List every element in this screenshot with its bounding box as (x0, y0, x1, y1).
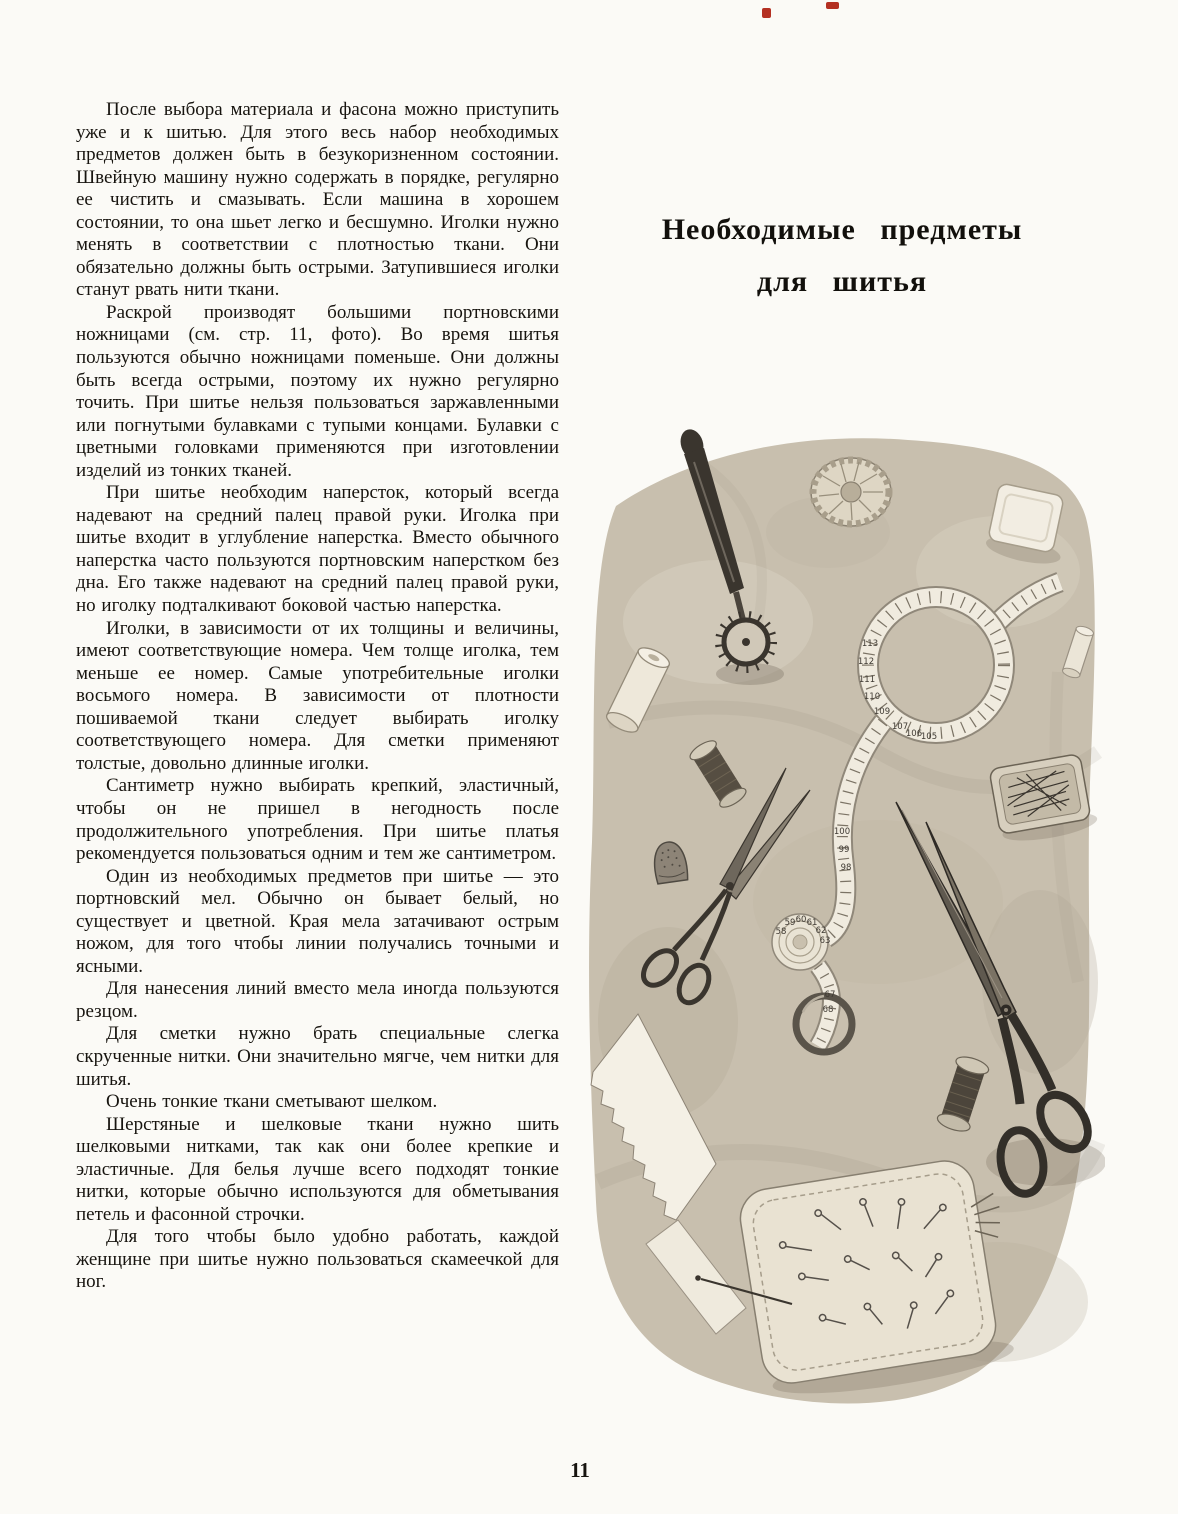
tape-number: 111 (858, 675, 876, 685)
crimped-disc-icon (811, 458, 891, 526)
tape-number: 98 (840, 863, 852, 873)
sewing-tools-photo (578, 422, 1105, 1407)
tape-number: 110 (863, 692, 881, 702)
paragraph: Очень тонкие ткани сметывают шелком. (106, 1091, 438, 1113)
paragraph: Раскрой производят большими портновскими ножницами (см. стр. 11, фото). Во время шитья пользуются обычно ножницами поменьше. Они должны быть всегда острыми, поэтому их нужно регулярно точить. При шитье нельзя пользоваться заржавленными или погнутыми булавками с тупыми концами. Булавки с цветными головками применяются при изготовлении изделий из тонких тканей. (76, 301, 559, 481)
tape-number: 61 (806, 918, 818, 928)
heading-line-1: Необходимые предметы (661, 213, 1023, 246)
scan-artifact (762, 8, 771, 18)
paragraph: Для сметки нужно брать специальные слегка скрученные нитки. Они значительно мягче, чем нитки для шитья. (76, 1023, 559, 1090)
tape-number: 100 (833, 827, 851, 837)
paragraph: Для того чтобы было удобно работать, каждой женщине при шитье нужно пользоваться скамеечкой для ног. (76, 1226, 559, 1293)
tape-number: 106 (905, 729, 923, 739)
section-heading (582, 204, 1102, 308)
paragraph: При шитье необходим наперсток, который всегда надевают на средний палец правой руки. Иголка при шитье входит в углубление наперстка. Вместо обычного наперстка часто пользуются портновским наперстком без дна. Его также надевают на средний палец правой руки, но иголку подталкивают боковой частью наперстка. (76, 482, 559, 617)
tape-number: 112 (857, 657, 875, 667)
paragraph: Сантиметр нужно выбирать крепкий, эластичный, чтобы он не пришел в негодность после продолжительного употребления. При шитье платья рекомендуется пользоваться одним и тем же сантиметром. (76, 775, 559, 865)
tape-number: 105 (920, 732, 938, 742)
tape-number: 67 (824, 990, 836, 1000)
paragraph: После выбора материала и фасона можно приступить уже и к шитью. Для этого весь набор необходимых предметов должен быть в безукоризненном состоянии. Швейную машину нужно содержать в порядке, регулярно ее чистить и смазывать. Если машина в хорошем состоянии, то она шьет легко и бесшумно. Иголки нужно менять в соответствии с плотностью ткани. Они обязательно должны быть острыми. Затупившиеся иголки станут рвать нити ткани. (76, 99, 559, 301)
paragraph: Для нанесения линий вместо мела иногда пользуются резцом. (76, 978, 559, 1022)
page-number: 11 (570, 1458, 590, 1482)
paragraph: Один из необходимых предметов при шитье — это портновский мел. Обычно он бывает белый, но существует и цветной. Края мела затачивают острым ножом, для того чтобы линии получались точными и ясными. (76, 865, 559, 977)
article (76, 99, 559, 1294)
tape-number: 63 (819, 936, 831, 946)
tape-number: 59 (784, 918, 796, 928)
tape-number: 99 (838, 845, 850, 855)
tape-number: 109 (873, 707, 891, 717)
tape-number: 113 (861, 639, 879, 649)
tape-number: 107 (891, 722, 909, 732)
paragraph: Иголки, в зависимости от их толщины и величины, имеют соответствующие номера. Чем толще иголка, тем меньше ее номер. Самые употребительные иголки восьмого номера. В зависимости от плотности пошиваемой ткани следует выбирать иголку соответствующего номера. Для сметки применяют толстые, довольно длинные иголки. (76, 617, 559, 774)
tape-number: 62 (815, 926, 827, 936)
tape-number: 68 (822, 1005, 834, 1015)
paragraph: Шерстяные и шелковые ткани нужно шить шелковыми нитками, так как они более крепкие и эластичные. Для белья лучше всего подходят тонкие нитки, которые обычно используются для обметывания петель и фасонной строчки. (76, 1113, 559, 1225)
tape-number: 60 (795, 915, 807, 925)
tape-number: 58 (775, 927, 787, 937)
heading-line-2: для шитья (756, 265, 928, 298)
scan-artifact (826, 2, 839, 9)
